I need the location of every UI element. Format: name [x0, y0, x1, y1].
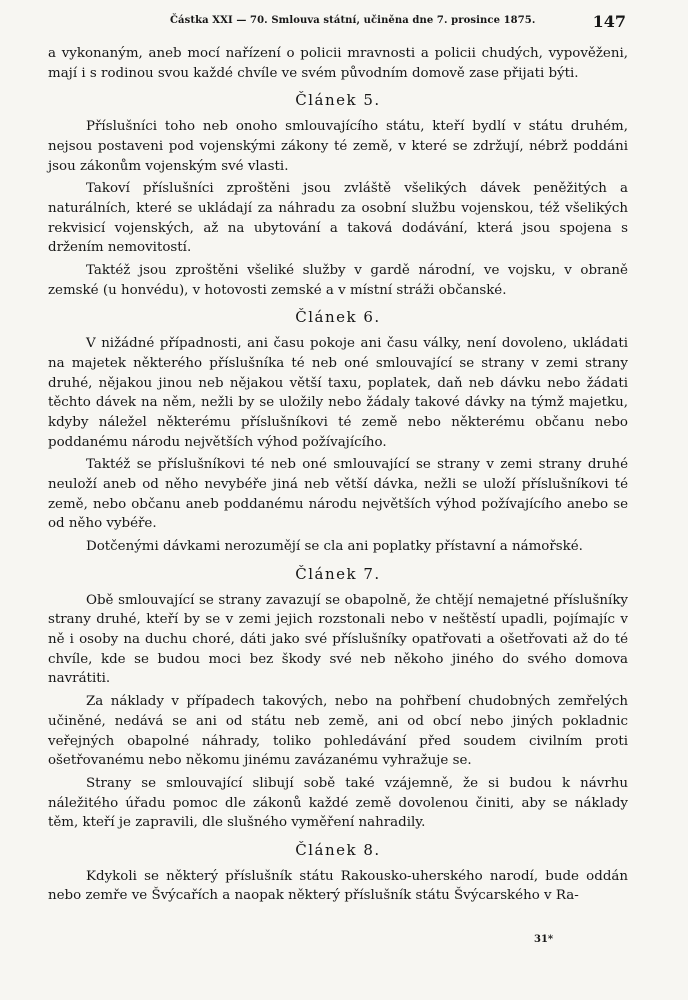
paragraph: Dotčenými dávkami nerozumějí se cla ani poplatky přístavní a námořské. [86, 539, 583, 555]
paragraph: Obě smlouvající se strany zavazují se obapolně, že chtějí nemajetné příslušníky strany druhé, kteří by se v zemi jejich rozstonali nebo v neštěstí upadli, pojímajíc v ně i osoby na duchu choré, dáti jako své příslušníky opatřovati a ošetřovati až do té chvíle, kde se budou moci bez škody své neb někoho jiného do svého domova navrátiti. [48, 592, 628, 687]
paragraph: Takoví příslušníci zproštěni jsou zvláště všelikých dávek peněžitých a naturálních, které se ukládají za náhradu za osobní službu vojenskou, též všelikých rekvisicí vojenských, až na ubytování a taková dodávání, která jsou spojena s držením nemovitostí. [48, 181, 628, 256]
article-heading: Článek 6. [295, 308, 381, 327]
paragraph: Taktéž jsou zproštěni všeliké služby v gardě národní, ve vojsku, v obraně zemské (u honvédu), v hotovosti zemské a v místní stráži občanské. [48, 263, 628, 298]
article-heading: Článek 8. [295, 841, 381, 860]
article-heading: Článek 5. [295, 91, 381, 110]
paragraph: Příslušníci toho neb onoho smlouvajícího státu, kteří bydlí v státu druhém, nejsou postaveni pod vojenskými zákony té země, v které se zdržují, nébrž poddáni jsou zákonům vojenským své vlasti. [48, 119, 628, 174]
section-article-5 [48, 91, 628, 300]
section-article-6 [48, 308, 628, 556]
document-body [48, 44, 628, 909]
running-header [58, 10, 626, 32]
page-number: 147 [592, 12, 626, 31]
opening-paragraph: a vykonaným, aneb mocí nařízení o policii mravnosti a policii chudých, vypověženi, mají i s rodinou svou každé chvíle ve svém původním domově zase přijati býti. [48, 46, 628, 81]
header-title: Částka XXI — 70. Smlouva státní, učiněna dne 7. prosince 1875. [170, 15, 536, 26]
section-article-7 [48, 565, 628, 833]
section-article-8 [48, 841, 628, 906]
paragraph: V nižádné případnosti, ani času pokoje ani času války, není dovoleno, ukládati na majetek některého příslušníka té neb oné smlouvající se strany v zemi strany druhé, nějakou jinou neb nějakou větší taxu, poplatek, daň neb dávku nebo žádati těchto dávek na něm, nežli by se uložily nebo žádaly takové dávky na týmž majetku, kdyby náležel některému příslušníkovi té země nebo některému občanu nebo poddanému národu největších výhod požívajícího. [48, 336, 628, 450]
article-heading: Článek 7. [295, 564, 381, 583]
paragraph: Taktéž se příslušníkovi té neb oné smlouvající se strany v zemi strany druhé neuloží aneb od něho nevybéře jiná neb větší dávka, nežli se uloží příslušníkovi té země, nebo občanu aneb poddanému národu největších výhod požívajícího anebo se od něho vybéře. [48, 457, 628, 532]
paragraph: Strany se smlouvající slibují sobě také vzájemně, že si budou k návrhu náležitého úřadu pomoc dle zákonů každé země dovolenou činiti, aby se náklady těm, kteří je zapravili, dle slušného vyměření nahradily. [48, 775, 628, 831]
paragraph: Kdykoli se některý příslušník státu Rakousko-uherského narodí, bude oddán nebo zemře ve Švýcařích a naopak některý příslušník státu Švýcarského v Ra- [48, 868, 628, 904]
paragraph: Za náklady v případech takových, nebo na pohřbení chudobných zemřelých učiněné, nedává se ani od státu neb země, ani od obcí nebo jiných pokladnic veřejných obapolné náhrady, toliko pohledávání před soudem civilním proti ošetřovanému nebo někomu jinému zavázanému vyhražuje se. [48, 694, 628, 769]
signature-mark: 31* [534, 934, 554, 945]
